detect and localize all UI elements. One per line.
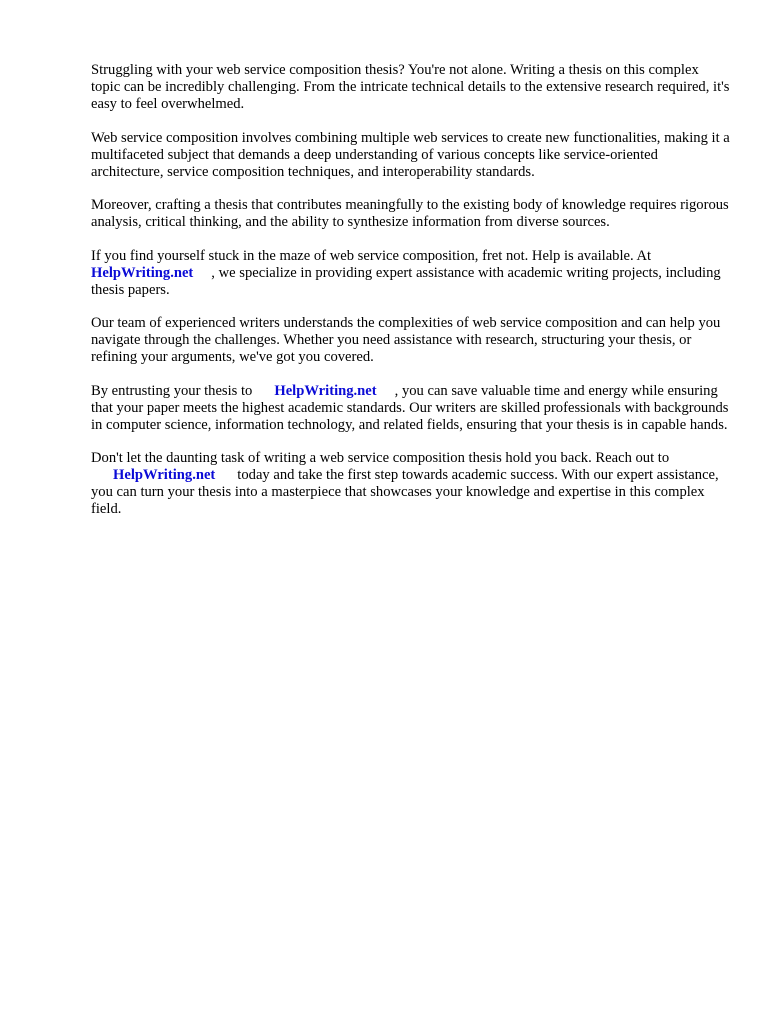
helpwriting-link[interactable]: HelpWriting.net	[113, 467, 216, 483]
paragraph-team: Our team of experienced writers understands the complexities of web service composition and can help you navigate through the challenges. Whether you need assistance with research, structuring your thesis, or refining your arguments, we've got you covered.	[91, 315, 721, 365]
paragraph-entrusting-text-after: , you can save valuable time and energy while ensuring that your paper meets the highest academic standards. Our writers are skilled professionals with backgrounds in computer science, information technology, and related fields, ensuring that your thesis is in capable hands.	[91, 382, 729, 433]
paragraph-help-text-after: , we specialize in providing expert assistance with academic writing projects, including thesis papers.	[91, 264, 721, 298]
helpwriting-link[interactable]: HelpWriting.net	[91, 264, 194, 281]
document-body	[91, 62, 731, 535]
paragraph-reach-out-text-before: Don't let the daunting task of writing a web service composition thesis hold you back. Reach out to	[91, 450, 670, 466]
paragraph-help-available	[91, 248, 731, 299]
paragraph-reach-out	[91, 450, 731, 518]
paragraph-definition: Web service composition involves combining multiple web services to create new functionalities, making it a multifaceted subject that demands a deep understanding of various concepts like service-oriented architecture, service composition techniques, and interoperability standards.	[91, 129, 730, 180]
paragraph-intro: Struggling with your web service composition thesis? You're not alone. Writing a thesis on this complex topic can be incredibly challenging. From the intricate technical details to the extensive research required, it's easy to feel overwhelmed.	[91, 62, 730, 112]
paragraph-entrusting-text-before: By entrusting your thesis to	[91, 382, 253, 399]
paragraph-entrusting	[91, 383, 731, 434]
paragraph-requirements: Moreover, crafting a thesis that contributes meaningfully to the existing body of knowledge requires rigorous analysis, critical thinking, and the ability to synthesize information from diverse sources.	[91, 197, 729, 230]
paragraph-reach-out-text-after: today and take the first step towards academic success. With our expert assistance, you can turn your thesis into a masterpiece that showcases your knowledge and expertise in this complex field.	[91, 467, 719, 517]
helpwriting-link[interactable]: HelpWriting.net	[274, 382, 377, 399]
paragraph-help-text-before: If you find yourself stuck in the maze of web service composition, fret not. Help is available. At	[91, 247, 652, 264]
